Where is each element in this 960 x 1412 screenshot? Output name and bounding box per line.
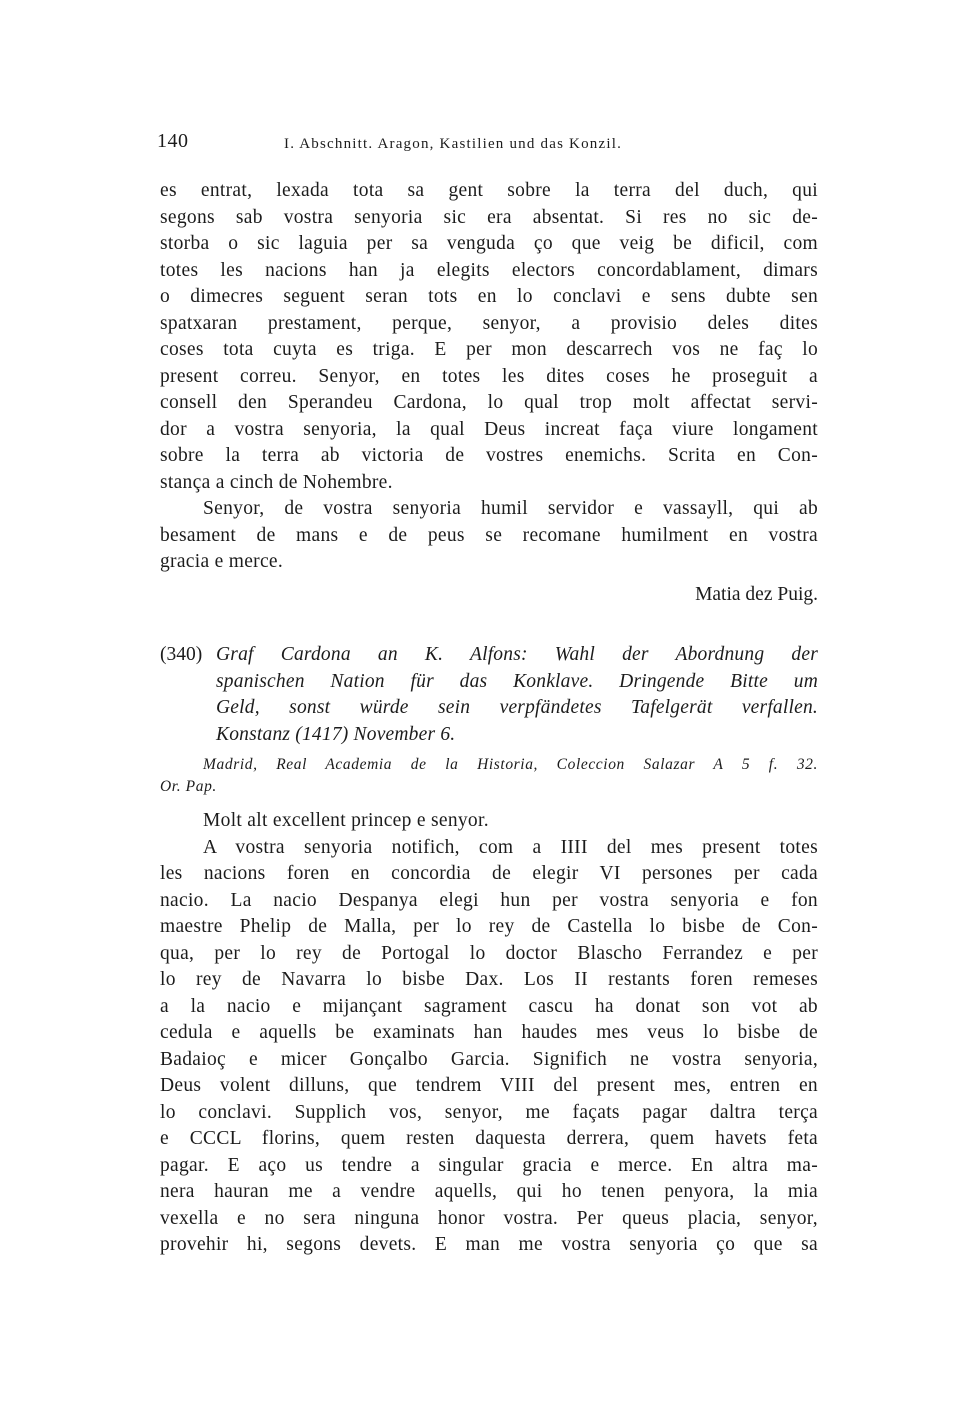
text-line: vexella e no sera ninguna honor vostra. Per queus placia, senyor, [160, 1207, 818, 1229]
letter-continuation [160, 178, 818, 608]
text-line: Deus volent dilluns, que tendrem VIII del present mes, entren en [160, 1075, 818, 1096]
running-header [157, 130, 818, 160]
letter-body [160, 808, 818, 1259]
text-line: nacio. La nacio Despanya elegi hun per vostra senyoria e fon [160, 889, 818, 911]
document-heading [160, 642, 818, 748]
regest-line: spanischen Nation für das Konklave. Dringende Bitte um [216, 670, 818, 692]
text-line: A vostra senyoria notifich, com a IIII del mes present totes [203, 836, 818, 858]
salutation: Molt alt excellent princep e senyor. [203, 810, 489, 831]
text-line: Badaioç e micer Gonçalbo Garcia. Significh ne vostra senyoria, [160, 1048, 818, 1070]
closing-line: gracia e merce. [160, 551, 284, 572]
text-line: spatxaran prestament, perque, senyor, a provisio deles dites [160, 312, 818, 334]
closing-line: Senyor, de vostra senyoria humil servidor e vassayll, qui ab [203, 498, 818, 519]
text-line: lo rey de Navarra lo bisbe Dax. Los II restants foren remeses [160, 969, 818, 990]
text-line: o dimecres seguent seran tots en lo conclavi e sens dubte sen [160, 286, 818, 307]
source-line: Madrid, Real Academia de la Historia, Coleccion Salazar A 5 f. 32. [203, 756, 818, 773]
text-line: a la nacio e mijançant sagrament cascu ha donat son vot ab [160, 995, 818, 1017]
regest-line: Konstanz (1417) November 6. [216, 723, 456, 745]
text-line: lo conclavi. Supplich vos, senyor, me façats pagar daltra terça [160, 1101, 818, 1123]
regest-line: Geld, sonst würde sein verpfändetes Tafelgerät verfallen. [216, 697, 818, 718]
text-line: e CCCL florins, quem resten daquesta derrera, quem havets feta [160, 1128, 818, 1149]
text-line: maestre Phelip de Malla, per lo rey de Castella lo bisbe de Con- [160, 916, 818, 937]
regest-line: Graf Cardona an K. Alfons: Wahl der Abordnung der [216, 644, 818, 665]
signature: Matia dez Puig. [695, 583, 818, 605]
text-line: consell den Sperandeu Cardona, lo qual trop molt affectat servi- [160, 392, 818, 413]
text-line: totes les nacions han ja elegits electors concordablament, dimars [160, 259, 818, 281]
text-line: stança a cinch de Nohembre. [160, 471, 393, 493]
text-line: provehir hi, segons devets. E man me vostra senyoria ço que sa [160, 1234, 818, 1255]
page-number: 140 [157, 130, 189, 152]
running-title: I. Abschnitt. Aragon, Kastilien und das Konzil. [284, 136, 623, 152]
source-line: Or. Pap. [160, 778, 217, 795]
text-line: nera hauran me a vendre aquells, qui ho tenen penyora, la mia [160, 1181, 818, 1202]
text-line: cedula e aquells be examinats han haudes mes veus lo bisbe de [160, 1022, 818, 1043]
text-line: sobre la terra ab victoria de vostres enemichs. Scrita en Con- [160, 445, 818, 466]
closing-line: besament de mans e de peus se recomane humilment en vostra [160, 524, 818, 546]
text-line: storba o sic laguia per sa venguda ço que veig be dificil, com [160, 233, 818, 254]
text-line: present correu. Senyor, en totes les dites coses he proseguit a [160, 365, 818, 387]
text-line: les nacions foren en concordia de elegir VI persones per cada [160, 863, 818, 884]
text-line: es entrat, lexada tota sa gent sobre la terra del duch, qui [160, 180, 818, 201]
source-reference [160, 754, 818, 798]
text-line: pagar. E aço us tendre a singular gracia e merce. En altra ma- [160, 1154, 818, 1176]
book-page [157, 130, 818, 1259]
text-line: coses tota cuyta es triga. E per mon descarrech vos ne faç lo [160, 339, 818, 360]
document-number: (340) [160, 644, 203, 665]
text-line: dor a vostra senyoria, la qual Deus increat faça viure longament [160, 418, 818, 440]
text-line: qua, per lo rey de Portogal lo doctor Blascho Ferrandez e per [160, 942, 818, 964]
text-line: segons sab vostra senyoria sic era absentat. Si res no sic de- [160, 206, 818, 228]
